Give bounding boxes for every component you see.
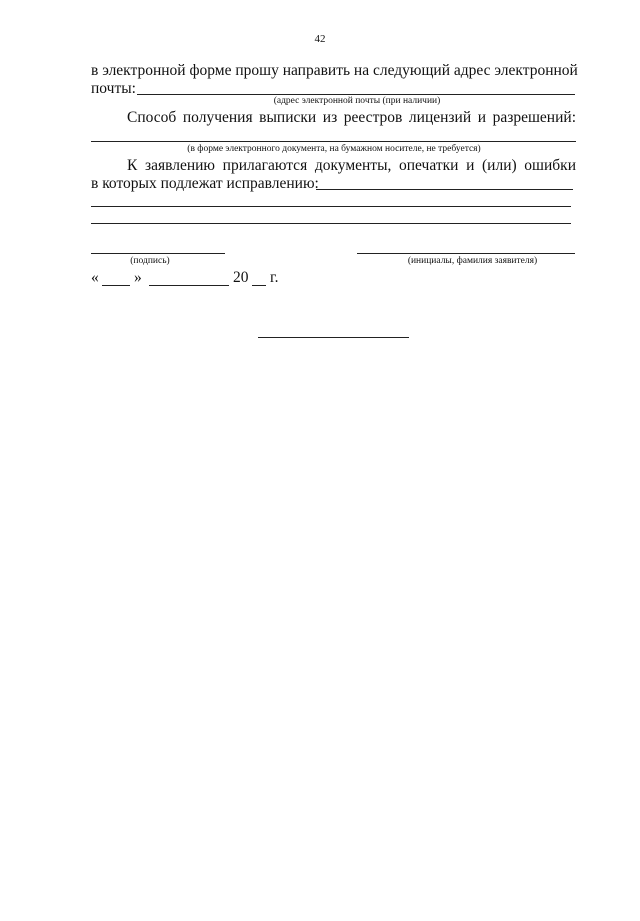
attachments-line-2: в которых подлежат исправлению:: [91, 175, 319, 192]
attachments-field-line-1[interactable]: [316, 189, 573, 190]
date-year-prefix: 20: [233, 269, 249, 286]
page-number: 42: [314, 33, 326, 45]
signature-caption: (подпись): [130, 256, 170, 266]
date-year-field[interactable]: [252, 285, 266, 286]
email-field-caption: (адрес электронной почты (при наличии): [273, 96, 441, 106]
signature-field-line[interactable]: [91, 253, 225, 254]
date-close-quote: »: [134, 269, 142, 286]
document-end-separator: [258, 337, 409, 338]
applicant-name-field-line[interactable]: [357, 253, 575, 254]
email-field-line[interactable]: [137, 94, 575, 95]
attachments-line-1: К заявлению прилагаются документы, опечатки и (или) ошибки: [127, 157, 576, 174]
date-year-suffix: г.: [270, 269, 279, 286]
email-label: почты:: [91, 80, 136, 97]
date-month-field[interactable]: [149, 285, 229, 286]
extract-method-caption: (в форме электронного документа, на бумажном носителе, не требуется): [187, 144, 481, 154]
date-day-field[interactable]: [102, 285, 130, 286]
date-open-quote: «: [91, 269, 99, 286]
extract-method-field-line[interactable]: [91, 141, 576, 142]
email-request-line-1: в электронной форме прошу направить на следующий адрес электронной: [91, 62, 578, 79]
attachments-field-line-3[interactable]: [91, 223, 571, 224]
attachments-field-line-2[interactable]: [91, 206, 571, 207]
applicant-name-caption: (инициалы, фамилия заявителя): [407, 256, 538, 266]
extract-method-line: Способ получения выписки из реестров лицензий и разрешений:: [127, 109, 576, 126]
